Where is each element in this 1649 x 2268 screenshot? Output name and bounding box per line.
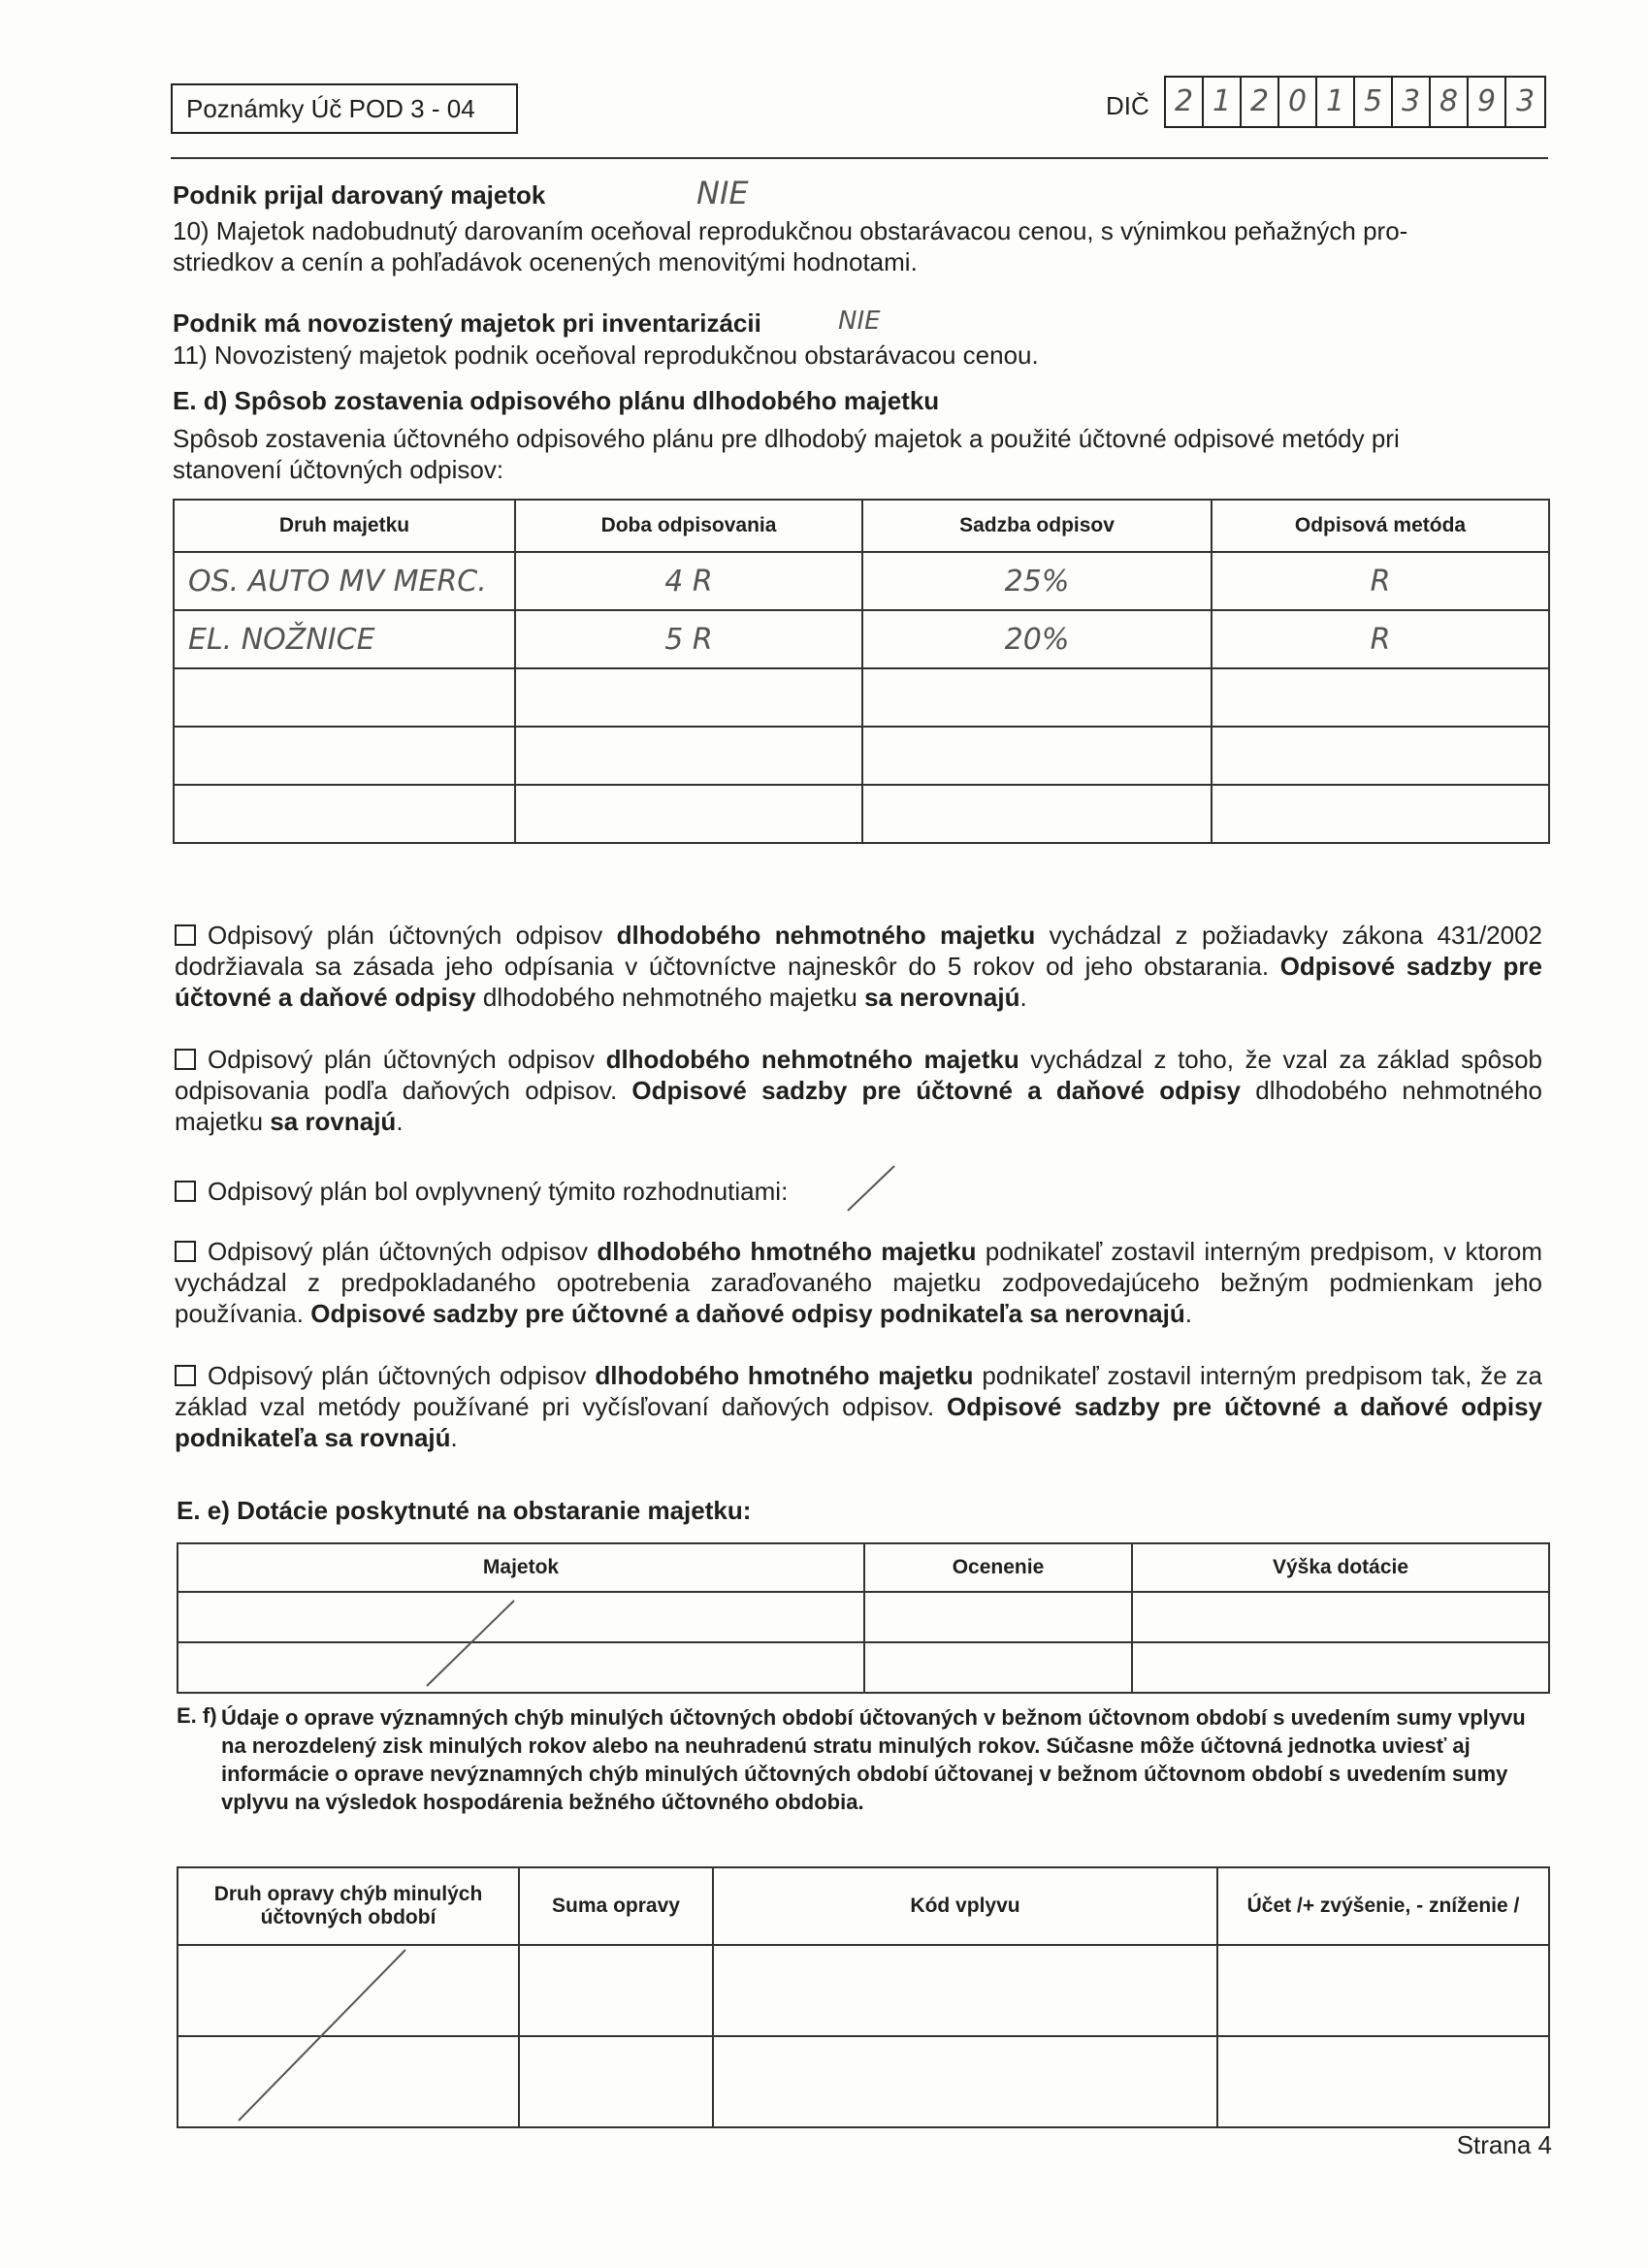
option-text-segment: Odpisový plán účtovných odpisov bbox=[208, 1045, 606, 1074]
table-cell[interactable] bbox=[174, 668, 515, 727]
option-text-segment: Odpisový plán bol ovplyvnený týmito rozhodnutiami: bbox=[208, 1177, 789, 1206]
table-row bbox=[178, 1642, 1549, 1693]
dic-digit[interactable]: 5 bbox=[1355, 78, 1393, 126]
option-text-segment: dlhodobého nehmotného majetku bbox=[605, 1045, 1019, 1074]
table-cell[interactable] bbox=[1217, 2036, 1549, 2127]
inventory-heading: Podnik má novozistený majetok pri inventarizácii bbox=[173, 308, 761, 338]
table-cell[interactable] bbox=[1212, 668, 1549, 727]
table-cell[interactable] bbox=[1217, 1945, 1549, 2036]
option-text-segment: sa nerovnajú bbox=[864, 983, 1020, 1012]
table-cell[interactable]: R bbox=[1212, 610, 1549, 668]
checkbox[interactable] bbox=[175, 1181, 196, 1202]
subsidy-table bbox=[177, 1542, 1550, 1694]
option-text-segment: . bbox=[1184, 1299, 1192, 1328]
table-cell[interactable] bbox=[713, 2036, 1217, 2127]
section-f-heading: Údaje o oprave významných chýb minulých účtovných období účtovaných v bežnom účtovnom období s uvedením sumy vplyvu na nerozdelený zisk minulých rokov alebo na neuhradenú stratu minulých rokov. Súčasne môže účtovná jednotka uviesť aj informácie o oprave nevýznamných chýb minulých účtovných období účtovanej v bežnom účtovnom období s uvedením sumy vplyvu na výsledok hospodárenia bežného účtovného obdobia. bbox=[221, 1705, 1526, 1814]
option-text-segment: podnikateľ zostavil interným predpisom tak, že za základ vzal metódy používané pri vyčísľovaní daňových odpisov. bbox=[175, 1361, 1542, 1421]
dic-digit[interactable]: 1 bbox=[1204, 78, 1242, 126]
table-cell[interactable] bbox=[864, 1642, 1132, 1693]
option-text-segment: Odpisové sadzby pre účtovné a daňové odpisy podnikateľa sa nerovnajú bbox=[310, 1299, 1185, 1328]
option-intangible-equal bbox=[175, 1044, 1542, 1137]
table-cell[interactable] bbox=[862, 727, 1212, 785]
option-text-segment: dlhodobého nehmotného majetku bbox=[616, 921, 1036, 950]
option-text-segment: Odpisový plán účtovných odpisov bbox=[208, 1237, 598, 1266]
table-header-row bbox=[178, 1543, 1549, 1592]
dic-digit[interactable]: 3 bbox=[1393, 78, 1431, 126]
table-cell[interactable] bbox=[864, 1592, 1132, 1642]
checkbox[interactable] bbox=[175, 1365, 196, 1386]
option-tangible-equal bbox=[175, 1360, 1542, 1453]
option-text-segment: dlhodobého nehmotného majetku bbox=[475, 983, 865, 1012]
table-header-row bbox=[178, 1867, 1549, 1945]
table-cell[interactable]: 20% bbox=[862, 610, 1212, 668]
table-cell[interactable]: 5 R bbox=[515, 610, 862, 668]
option-text-segment: podnikateľ zostavil interným predpisom, v ktorom vychádzal z predpokladaného opotrebenia zaraďovaného majetku zodpovedajúceho bežným podmienkam jeho používania. bbox=[175, 1237, 1542, 1328]
section-e-heading: E. e) Dotácie poskytnuté na obstaranie majetku: bbox=[177, 1496, 752, 1525]
table-cell[interactable]: OS. AUTO MV MERC. bbox=[174, 552, 515, 610]
option-text-segment: Odpisový plán účtovných odpisov bbox=[208, 921, 617, 950]
column-header: Odpisová metóda bbox=[1212, 500, 1549, 552]
table-row bbox=[174, 727, 1549, 785]
option-text-segment: Odpisový plán účtovných odpisov bbox=[208, 1361, 596, 1390]
table-row bbox=[174, 610, 1549, 668]
correction-strikethrough-mark bbox=[231, 1944, 415, 2128]
option-intangible-not-equal bbox=[175, 920, 1542, 1013]
table-cell[interactable] bbox=[519, 1945, 713, 2036]
column-header: Výška dotácie bbox=[1132, 1543, 1549, 1592]
column-header: Majetok bbox=[178, 1543, 864, 1592]
table-cell[interactable]: 4 R bbox=[515, 552, 862, 610]
dic-digit[interactable]: 2 bbox=[1242, 78, 1279, 126]
table-cell[interactable] bbox=[1212, 785, 1549, 843]
section-d-intro: Spôsob zostavenia účtovného odpisového plánu pre dlhodobý majetok a použité účtovné odpisové metódy pri stanovení účtovných odpisov: bbox=[173, 424, 1400, 484]
dic-digit[interactable]: 0 bbox=[1279, 78, 1317, 126]
checkbox[interactable] bbox=[175, 1241, 196, 1262]
page-number: Strana 4 bbox=[1456, 2130, 1552, 2159]
dic-field[interactable] bbox=[1164, 76, 1546, 128]
option-text-segment: vychádzal z toho, že vzal za základ spôsob odpisovania podľa daňových odpisov. bbox=[175, 1045, 1542, 1105]
column-header: Účet /+ zvýšenie, - zníženie / bbox=[1217, 1867, 1549, 1945]
table-cell[interactable] bbox=[1132, 1592, 1549, 1642]
table-row bbox=[174, 552, 1549, 610]
decisions-strikethrough-mark bbox=[842, 1160, 900, 1215]
table-cell[interactable]: R bbox=[1212, 552, 1549, 610]
dic-digit[interactable]: 9 bbox=[1469, 78, 1506, 126]
dic-digit[interactable]: 8 bbox=[1431, 78, 1469, 126]
dic-digit[interactable]: 1 bbox=[1317, 78, 1355, 126]
column-header: Kód vplyvu bbox=[713, 1867, 1217, 1945]
table-header-row bbox=[174, 500, 1549, 552]
option-text-segment: Odpisové sadzby pre účtovné a daňové odpisy bbox=[175, 952, 1542, 1012]
column-header: Druh opravy chýb minulých účtovných období bbox=[178, 1867, 519, 1945]
column-header: Druh majetku bbox=[174, 500, 515, 552]
table-cell[interactable] bbox=[515, 668, 862, 727]
dic-digit[interactable]: 3 bbox=[1515, 84, 1536, 118]
table-cell[interactable] bbox=[515, 727, 862, 785]
section-d-heading: E. d) Spôsob zostavenia odpisového plánu dlhodobého majetku bbox=[173, 386, 940, 415]
donated-heading: Podnik prijal darovaný majetok bbox=[173, 180, 546, 210]
option-text-segment: dlhodobého hmotného majetku bbox=[597, 1237, 977, 1266]
dic-digit[interactable]: 2 bbox=[1166, 78, 1204, 126]
inventory-text: 11) Novozistený majetok podnik oceňoval reprodukčnou obstarávacou cenou. bbox=[173, 340, 1039, 370]
checkbox[interactable] bbox=[175, 924, 196, 946]
section-f-prefix: E. f) bbox=[177, 1703, 217, 1728]
header-divider bbox=[171, 157, 1548, 159]
donated-answer[interactable]: NIE bbox=[696, 175, 749, 211]
subsidy-strikethrough-mark bbox=[417, 1595, 524, 1692]
option-text-segment: dlhodobého hmotného majetku bbox=[595, 1361, 974, 1390]
table-cell[interactable]: EL. NOŽNICE bbox=[174, 610, 515, 668]
table-row bbox=[174, 668, 1549, 727]
table-cell[interactable] bbox=[174, 785, 515, 843]
inventory-answer[interactable]: NIE bbox=[838, 307, 881, 336]
table-cell[interactable] bbox=[862, 668, 1212, 727]
option-text-segment: vychádzal z požiadavky zákona 431/2002 dodržiavala sa zásada jeho odpísania v účtovníctve najneskôr do 5 rokov od jeho obstarania. bbox=[175, 921, 1543, 981]
donated-text: 10) Majetok nadobudnutý darovaním oceňoval reprodukčnou obstarávacou cenou, s výnimkou peňažných pro-striedkov a cenín a pohľadávok ocenených menovitými hodnotami. bbox=[173, 216, 1408, 276]
column-header: Doba odpisovania bbox=[515, 500, 862, 552]
form-code: Poznámky Úč POD 3 - 04 bbox=[186, 94, 475, 123]
column-header: Sadzba odpisov bbox=[862, 500, 1212, 552]
option-text-segment: . bbox=[450, 1423, 458, 1452]
table-row bbox=[174, 785, 1549, 843]
table-cell[interactable] bbox=[515, 785, 862, 843]
table-cell[interactable] bbox=[862, 785, 1212, 843]
dic-label: DIČ bbox=[1106, 91, 1149, 120]
option-text-segment: Odpisové sadzby pre účtovné a daňové odpisy podnikateľa sa rovnajú bbox=[175, 1392, 1542, 1452]
table-cell[interactable]: 25% bbox=[862, 552, 1212, 610]
table-cell[interactable] bbox=[1212, 727, 1549, 785]
option-text-segment: sa rovnajú bbox=[270, 1107, 397, 1136]
table-cell[interactable] bbox=[519, 2036, 713, 2127]
table-row bbox=[178, 1592, 1549, 1642]
option-text-segment: . bbox=[396, 1107, 404, 1136]
option-text-segment: dlhodobého nehmotného majetku bbox=[175, 1076, 1542, 1136]
column-header: Ocenenie bbox=[864, 1543, 1132, 1592]
table-cell[interactable] bbox=[713, 1945, 1217, 2036]
option-text-segment: . bbox=[1019, 983, 1027, 1012]
column-header: Suma opravy bbox=[519, 1867, 713, 1945]
checkbox[interactable] bbox=[175, 1049, 196, 1070]
option-text-segment: Odpisové sadzby pre účtovné a daňové odpisy bbox=[631, 1076, 1241, 1105]
table-cell[interactable] bbox=[1132, 1642, 1549, 1693]
option-tangible-not-equal bbox=[175, 1236, 1542, 1329]
table-cell[interactable] bbox=[174, 727, 515, 785]
form-code-box bbox=[171, 83, 518, 134]
depreciation-table bbox=[173, 499, 1550, 844]
